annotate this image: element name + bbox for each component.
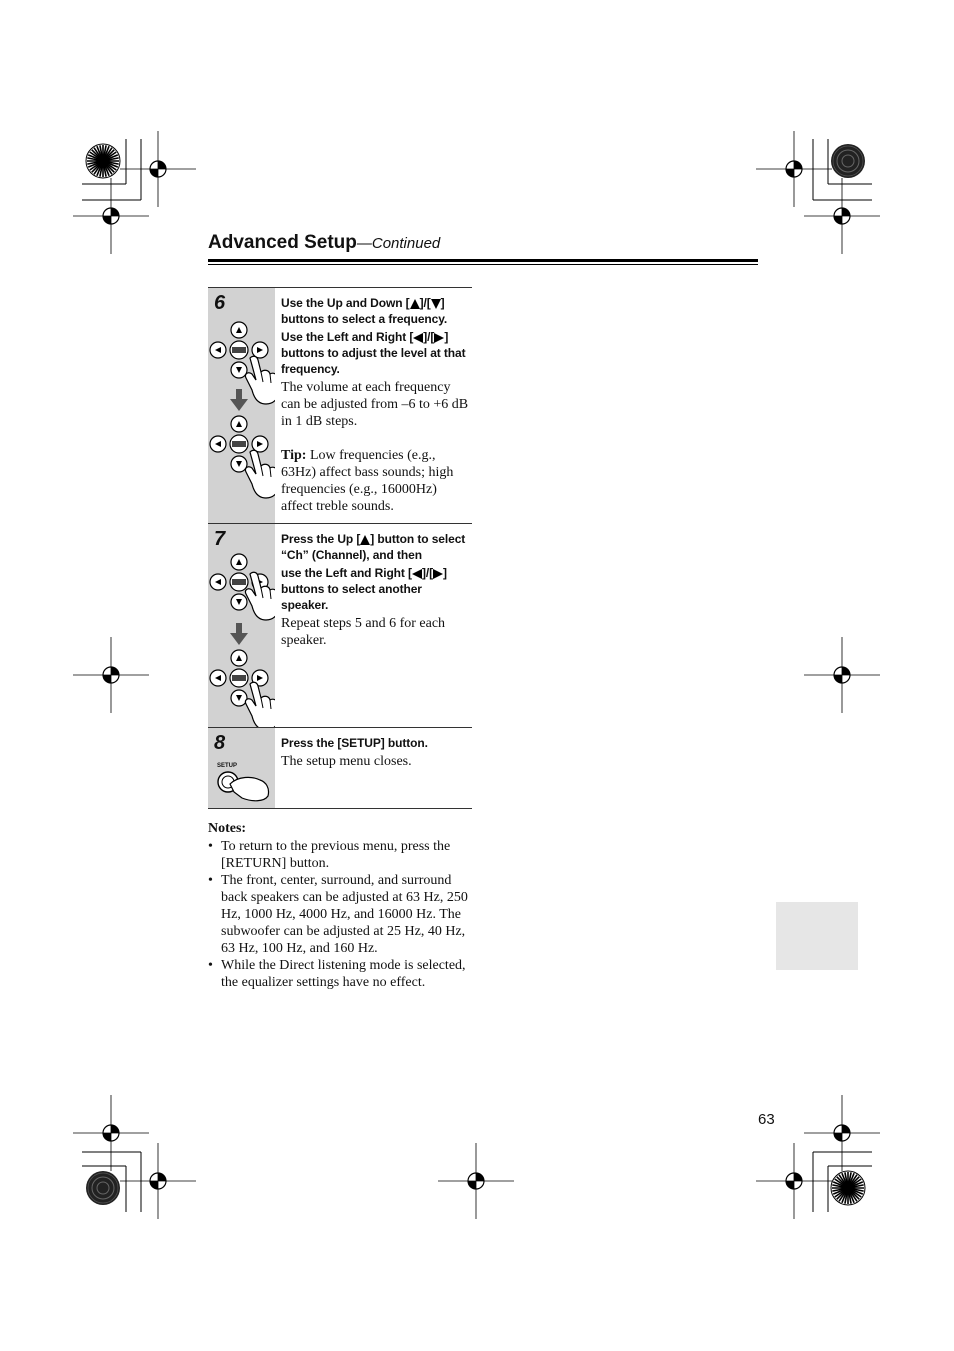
page-number: 63 (758, 1111, 775, 1128)
step-8-description: The setup menu closes. (281, 754, 412, 769)
step-6-instruction-2: Use the Left and Right [ ]/[ ] buttons to adjust the level at that frequency. (281, 330, 466, 376)
page-title: Advanced Setup (208, 232, 357, 253)
step-6-tip: Tip: Low frequencies (e.g., 63Hz) affect bass sounds; high frequencies (e.g., 16000Hz) affect treble sounds. (281, 448, 454, 514)
step-7 (208, 523, 472, 728)
left-arrow-icon (413, 333, 423, 343)
step-8-sidebar (208, 728, 275, 808)
step-6-instruction-1: Use the Up and Down [ ]/[ ] buttons to select a frequency. (281, 296, 448, 326)
step-number: 6 (214, 292, 226, 314)
list-item: • The front, center, surround, and surround back speakers can be adjusted at 63 Hz, 250 Hz, 1000 Hz, 4000 Hz, and 16000 Hz. The subwoofer can be adjusted at 25 Hz, 40 Hz, 63 Hz, 100 Hz, and 160 Hz. (208, 872, 473, 957)
down-arrow-icon (431, 299, 441, 309)
section-tab (776, 902, 858, 970)
header-rule (208, 259, 758, 262)
setup-button-label: SETUP (217, 763, 238, 769)
step-6-description: The volume at each frequency can be adjusted from –6 to +6 dB in 1 dB steps. (281, 380, 469, 429)
right-arrow-icon (433, 569, 443, 579)
step-7-instruction-1: Press the Up [ ] button to select “Ch” (Channel), and then (281, 532, 466, 562)
left-arrow-icon (412, 569, 422, 579)
notes-list (208, 838, 473, 991)
step-7-sidebar (208, 524, 275, 728)
list-item: • To return to the previous menu, press the [RETURN] button. (208, 838, 473, 872)
step-number: 7 (214, 528, 226, 550)
page-header (208, 232, 758, 254)
remote-cursor-pad-icon (208, 316, 275, 522)
step-6-text (281, 295, 471, 515)
step-7-description: Repeat steps 5 and 6 for each speaker. (281, 616, 446, 648)
step-8-instruction: Press the [SETUP] button. (281, 736, 428, 750)
step-8-text (281, 735, 471, 770)
step-8 (208, 727, 472, 809)
page-title-continued: —Continued (356, 235, 441, 252)
setup-button-icon (208, 768, 275, 808)
step-7-text (281, 531, 471, 649)
notes-section (208, 820, 473, 991)
step-6 (208, 287, 472, 524)
list-item: • While the Direct listening mode is selected, the equalizer settings have no effect. (208, 957, 473, 991)
up-arrow-icon (410, 299, 420, 309)
remote-cursor-pad-icon (208, 548, 275, 728)
notes-title: Notes: (208, 821, 247, 836)
step-number: 8 (214, 732, 226, 754)
up-arrow-icon (360, 535, 370, 545)
header-rule-thin (208, 264, 758, 265)
right-arrow-icon (434, 333, 444, 343)
step-6-sidebar (208, 288, 275, 524)
step-7-instruction-2: use the Left and Right [ ]/[ ] buttons to select another speaker. (281, 566, 447, 612)
